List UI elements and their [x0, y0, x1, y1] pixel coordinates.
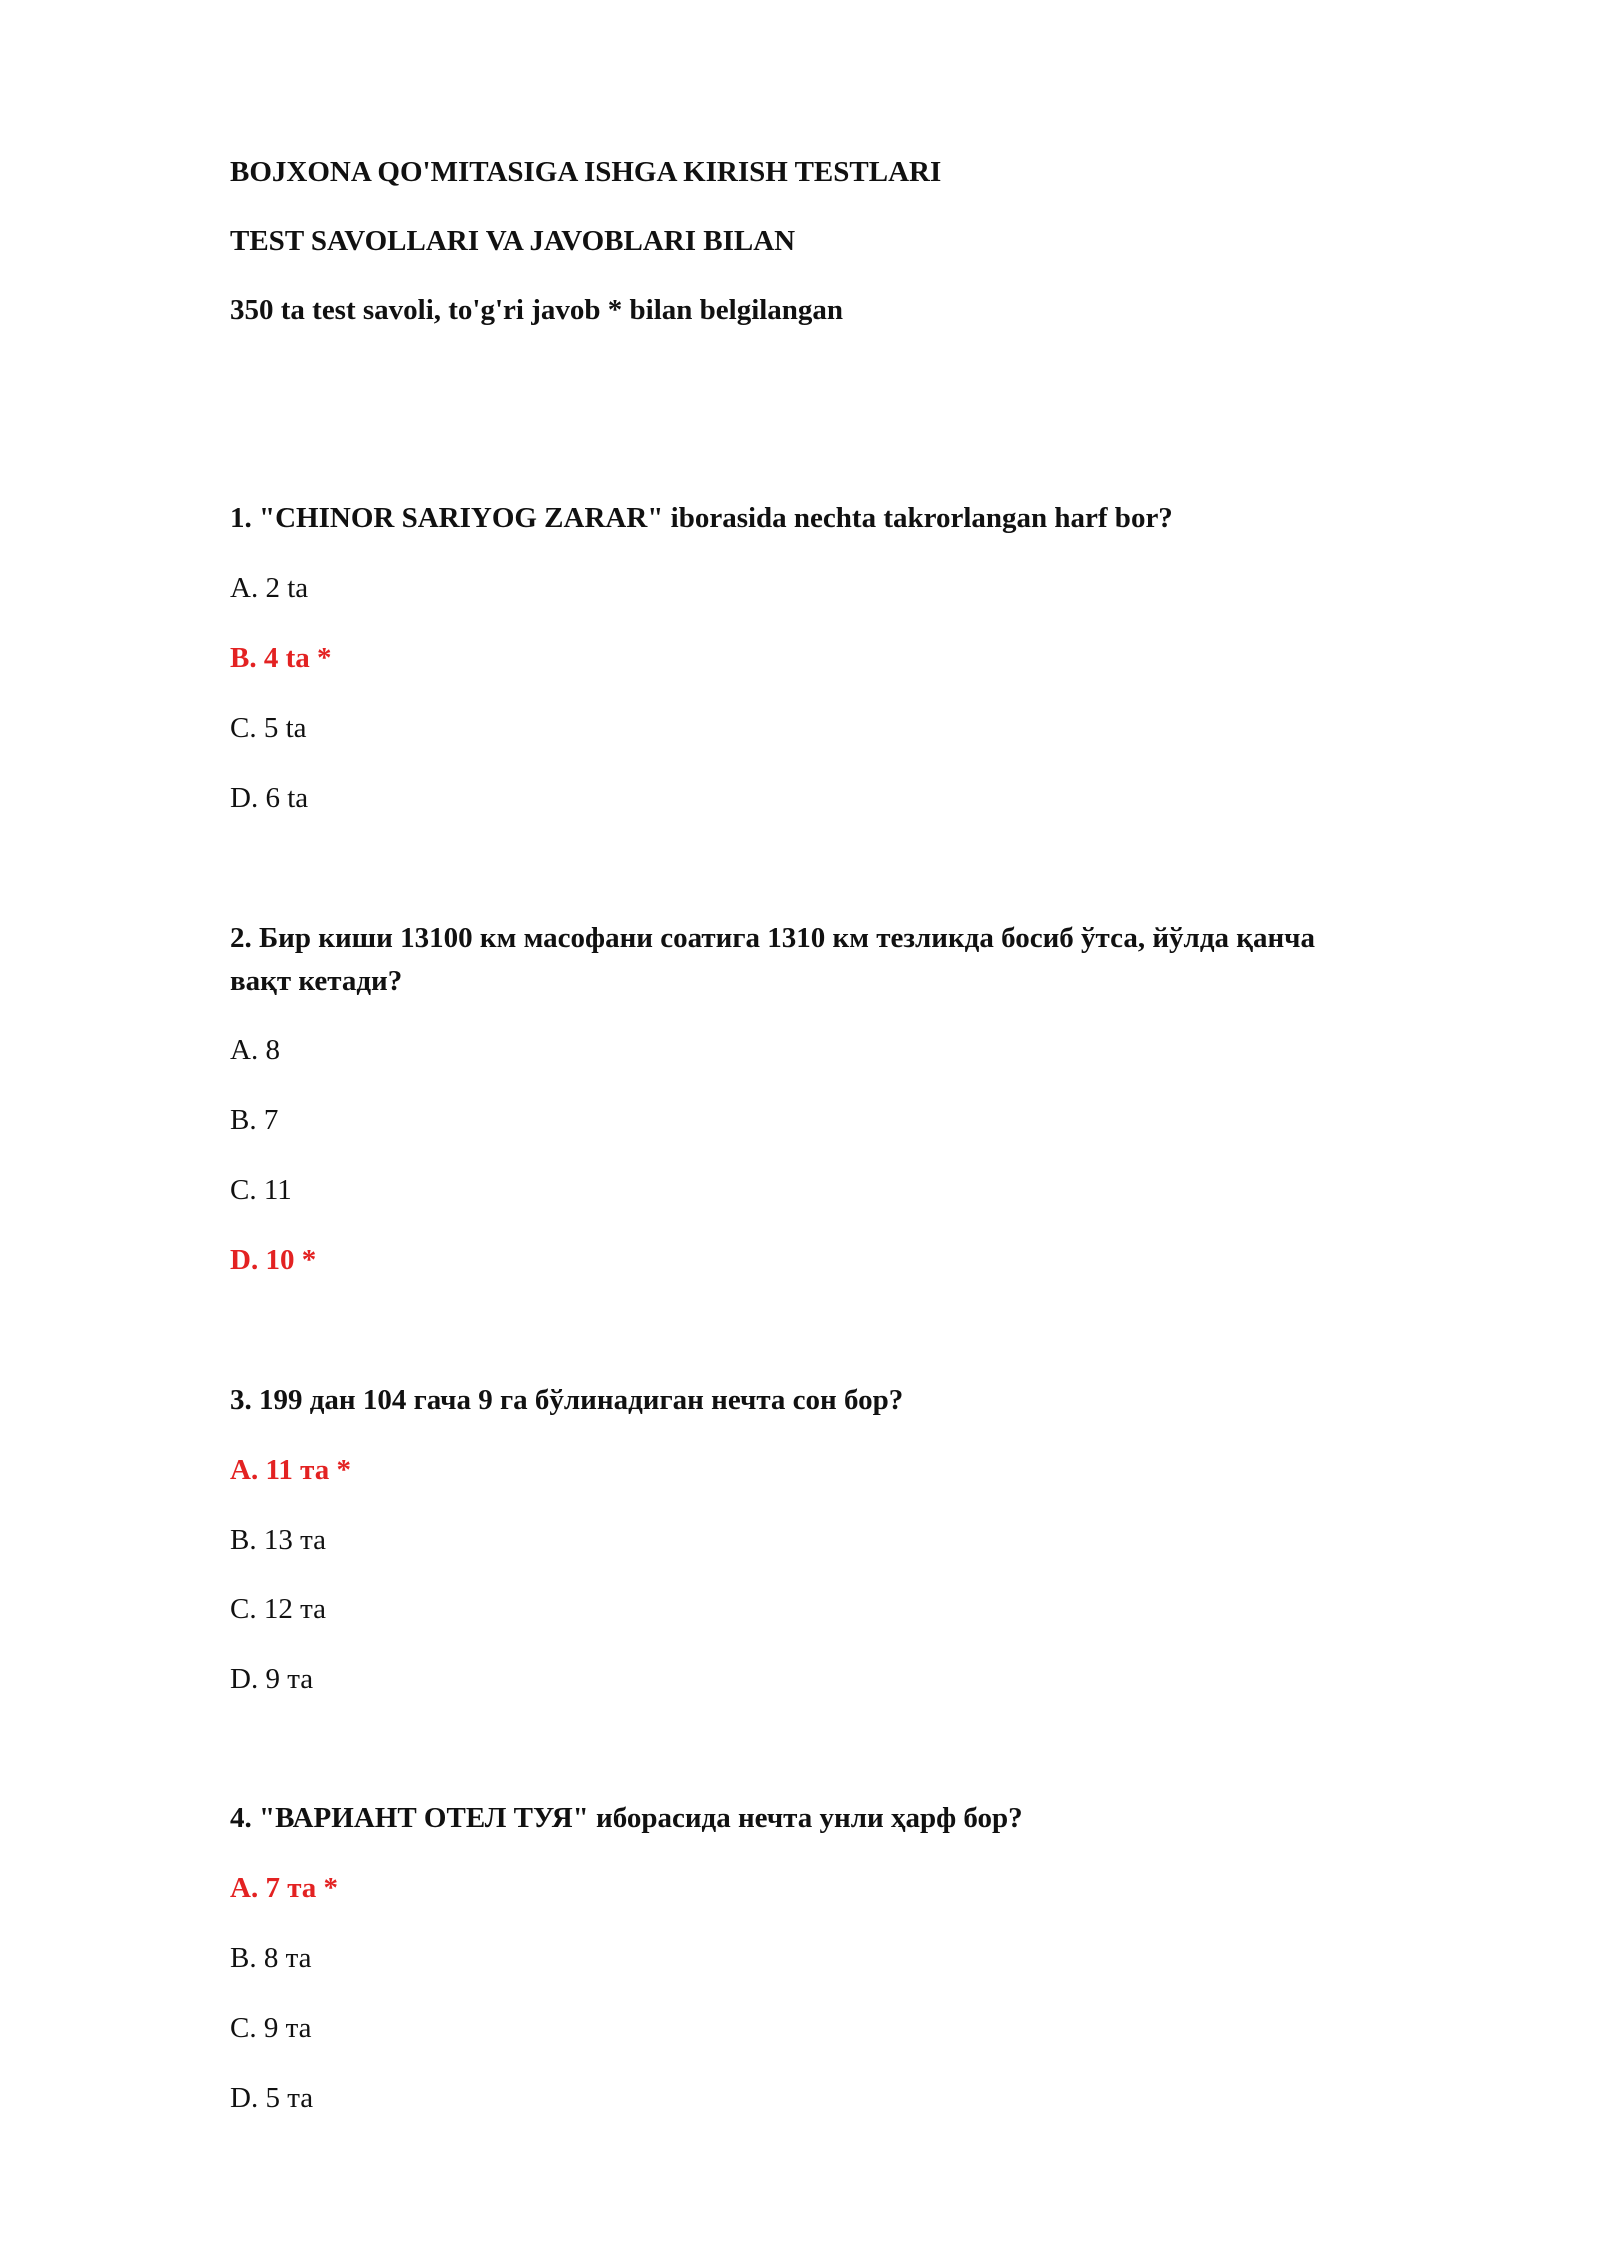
answer-option: C. 5 ta [230, 712, 307, 744]
answer-option: D. 5 та [230, 2082, 314, 2114]
answer-option: A. 8 [230, 1034, 280, 1066]
answer-option-correct: D. 10 * [230, 1244, 317, 1276]
question-text-line: 2. Бир киши 13100 км масофани соатига 1310 км тезликда босиб ўтса, йўлда қанча [230, 922, 1316, 954]
answer-option: B. 8 та [230, 1942, 312, 1974]
answer-option-correct: A. 7 та * [230, 1872, 339, 1904]
answer-option-correct: A. 11 та * [230, 1454, 351, 1486]
answer-option-correct: B. 4 ta * [230, 642, 332, 674]
answer-option: D. 9 та [230, 1663, 314, 1695]
answer-option: B. 7 [230, 1104, 279, 1136]
question-text-line: вақт кетади? [230, 965, 403, 997]
answer-option: D. 6 ta [230, 782, 309, 814]
answer-option: A. 2 ta [230, 572, 309, 604]
document-subtitle: TEST SAVOLLARI VA JAVOBLARI BILAN [230, 225, 796, 257]
question-text: 4. "ВАРИАНТ ОТЕЛ ТУЯ" иборасида нечта унли ҳарф бор? [230, 1802, 1023, 1834]
document-note: 350 ta test savoli, to'g'ri javob * bilan belgilangan [230, 294, 844, 326]
answer-option: C. 12 та [230, 1593, 326, 1625]
answer-option: C. 11 [230, 1174, 292, 1206]
question-text: 3. 199 дан 104 гача 9 га бўлинадиган нечта сон бор? [230, 1384, 904, 1416]
answer-option: C. 9 та [230, 2012, 312, 2044]
answer-option: B. 13 та [230, 1524, 326, 1556]
document-title: BOJXONA QO'MITASIGA ISHGA KIRISH TESTLARI [230, 156, 942, 188]
question-text: 1. "CHINOR SARIYOG ZARAR" iborasida nechta takrorlangan harf bor? [230, 502, 1173, 534]
